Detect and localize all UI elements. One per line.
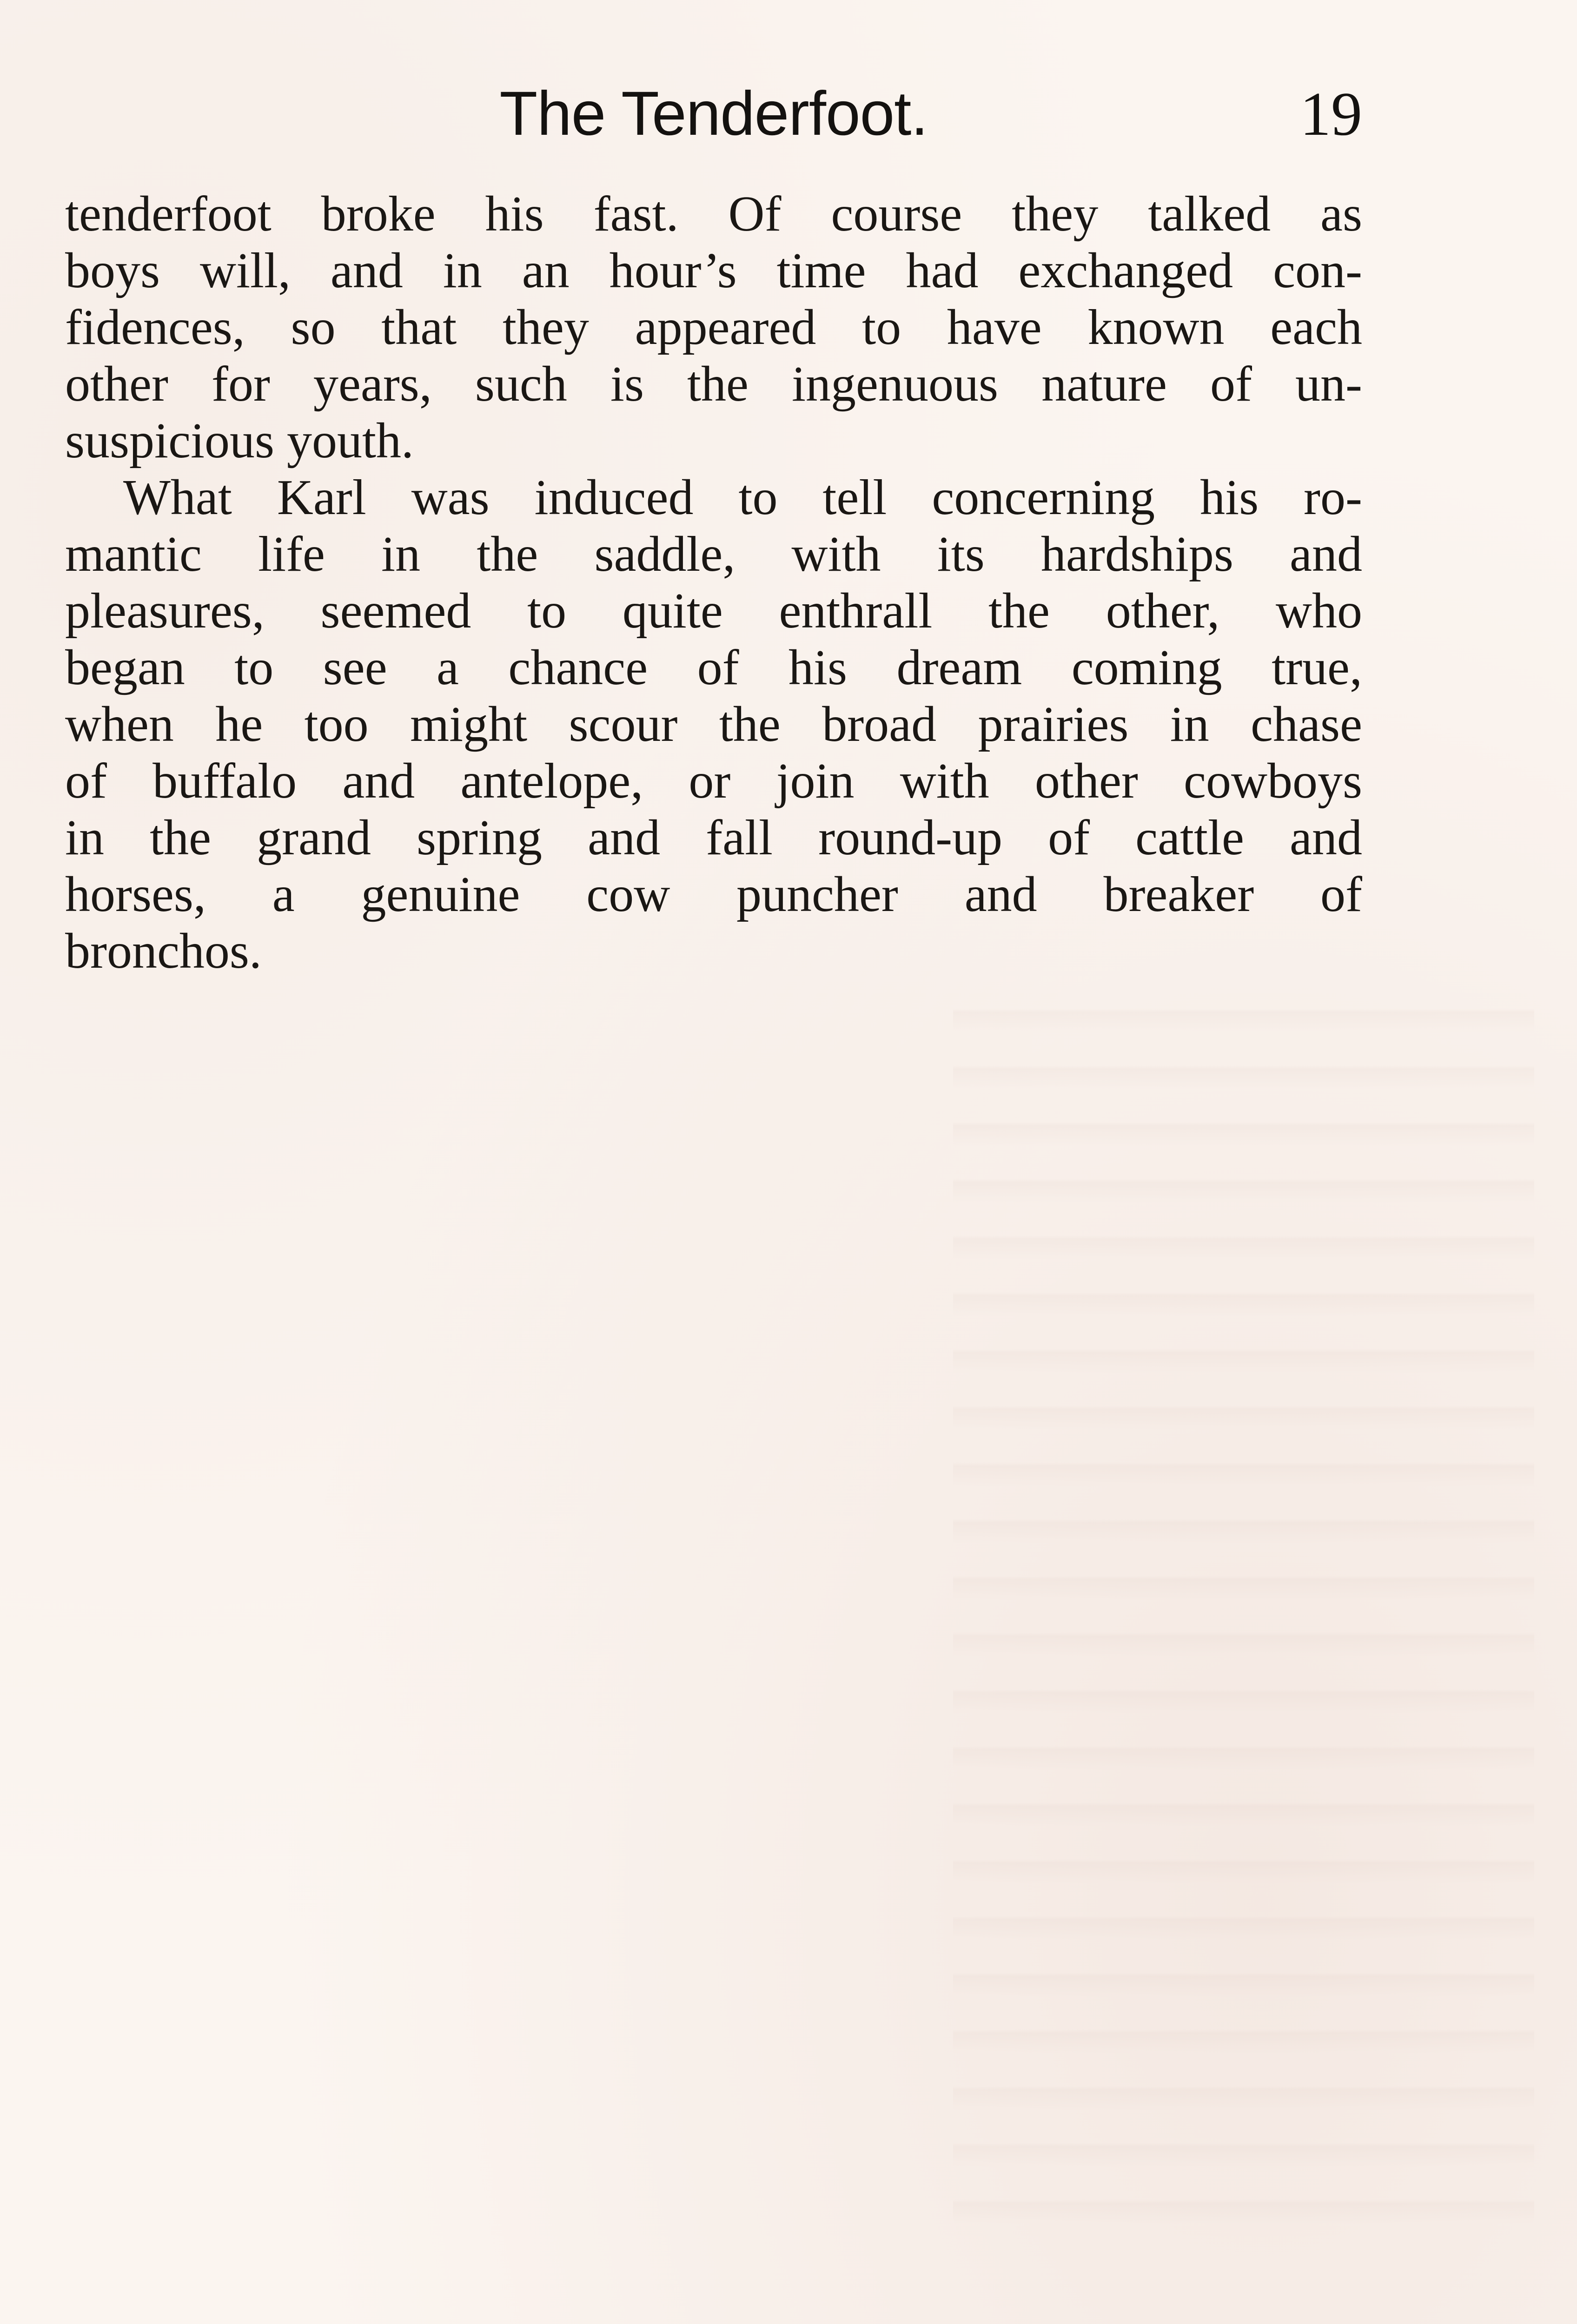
text-line: other for years, such is the ingenuous nature of un- xyxy=(65,357,1362,412)
running-title: The Tenderfoot. xyxy=(499,79,928,148)
text-line: mantic life in the saddle, with its hardships and xyxy=(65,527,1362,582)
text-line: boys will, and in an hour’s time had exchanged con- xyxy=(65,243,1362,298)
text-line: pleasures, seemed to quite enthrall the other, who xyxy=(65,583,1362,639)
text-line: suspicious youth. xyxy=(65,413,414,469)
text-line: began to see a chance of his dream coming true, xyxy=(65,640,1362,695)
text-line: tenderfoot broke his fast. Of course they talked as xyxy=(65,186,1362,242)
text-line: bronchos. xyxy=(65,924,262,979)
paragraph-2 xyxy=(65,469,1362,980)
paragraph-1 xyxy=(65,186,1362,469)
text-line: in the grand spring and fall round-up of cattle and xyxy=(65,810,1362,865)
running-head xyxy=(65,79,1362,149)
text-line: fidences, so that they appeared to have known each xyxy=(65,300,1362,355)
body-text xyxy=(65,186,1362,980)
text-line: horses, a genuine cow puncher and breaker of xyxy=(65,867,1362,922)
text-line: of buffalo and antelope, or join with other cowboys xyxy=(65,753,1362,809)
text-line: What Karl was induced to tell concerning his ro- xyxy=(123,470,1362,525)
page-number: 19 xyxy=(1300,79,1362,148)
paper-show-through xyxy=(953,976,1534,2231)
text-line: when he too might scour the broad prairies in chase xyxy=(65,697,1362,752)
